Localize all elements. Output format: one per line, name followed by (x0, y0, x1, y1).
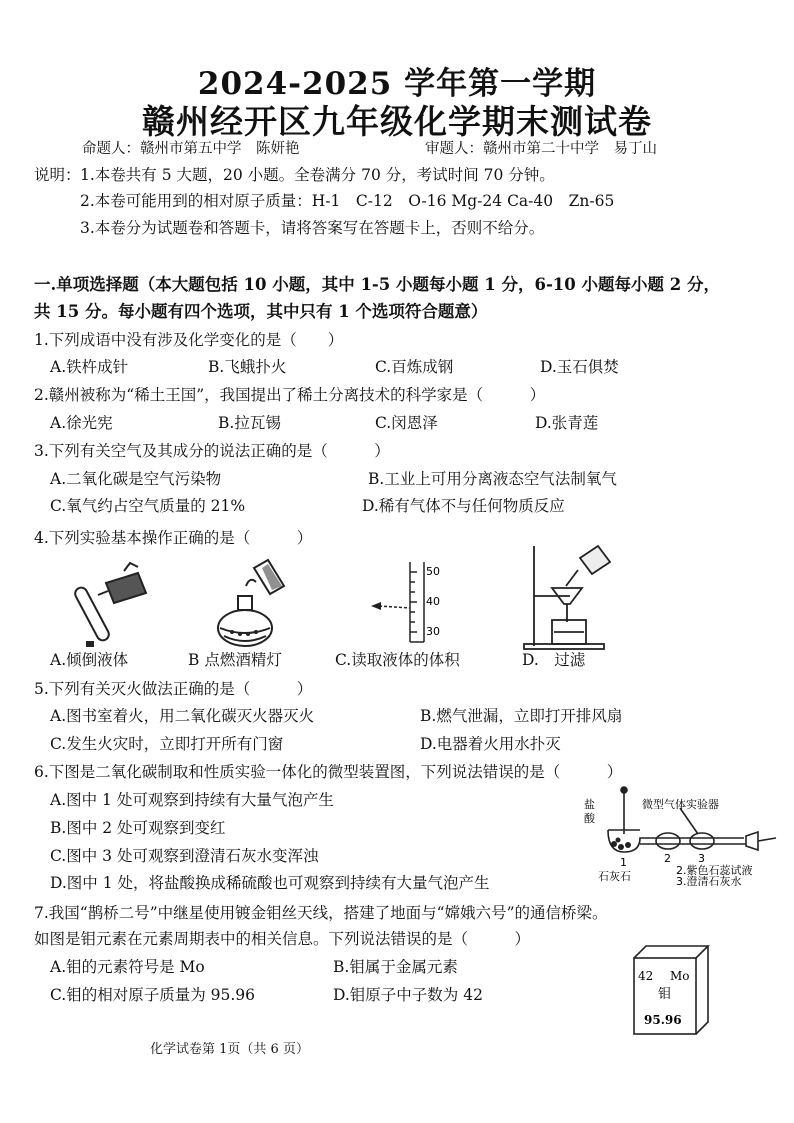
question-6-option-d: D.图中 1 处，将盐酸换成稀硫酸也可观察到持续有大量气泡产生 (50, 874, 490, 892)
question-5-option-b: B.燃气泄漏，立即打开排风扇 (420, 707, 623, 725)
question-4-option-b: B 点燃酒精灯 (188, 651, 282, 669)
title-line-1: 2024-2025 学年第一学期 (197, 66, 597, 102)
question-5-option-d: D.电器着火用水扑灭 (420, 735, 561, 753)
element-symbol: Mo (670, 969, 690, 983)
author-line: 命题人：赣州市第五中学 陈妍艳 (82, 141, 300, 157)
element-number: 42 (638, 969, 654, 983)
question-7-option-d: D.钼原子中子数为 42 (333, 986, 483, 1004)
acid-label-1: 盐 (584, 798, 595, 811)
question-6-option-b: B.图中 2 处可观察到变红 (50, 819, 226, 837)
filtration-figure (520, 540, 620, 652)
question-5-option-a: A.图书室着火，用二氧化碳灭火器灭火 (50, 707, 315, 725)
question-4-stem: 4.下列实验基本操作正确的是（ ） (34, 529, 313, 547)
question-5-option-c: C.发生火灾时，立即打开所有门窗 (50, 735, 284, 753)
instruction-1: 1.本卷共有 5 大题，20 小题。全卷满分 70 分，考试时间 70 分钟。 (80, 166, 555, 184)
graduated-cylinder-figure (365, 558, 455, 648)
device-marker-3: 3 (698, 852, 705, 865)
question-4-option-d: D. 过滤 (522, 651, 586, 669)
question-3-option-b: B.工业上可用分离液态空气法制氧气 (368, 470, 617, 488)
acid-label-2: 酸 (584, 812, 595, 825)
litmus-label: 2.紫色石蕊试液 (676, 864, 753, 877)
question-3-option-d: D.稀有气体不与任何物质反应 (362, 497, 565, 515)
question-7-stem-2: 如图是钼元素在元素周期表中的相关信息。下列说法错误的是（ ） (34, 930, 531, 948)
question-2-option-a: A.徐光宪 (50, 414, 113, 432)
device-marker-2: 2 (664, 852, 671, 865)
instruction-3: 3.本卷分为试题卷和答题卡，请将答案写在答题卡上，否则不给分。 (80, 219, 545, 237)
instruction-2: 2.本卷可能用到的相对原子质量：H-1 C-12 O-16 Mg-24 Ca-40 Zn-65 (80, 192, 615, 210)
question-2-option-d: D.张青莲 (535, 414, 599, 432)
question-1-stem: 1.下列成语中没有涉及化学变化的是（ ） (34, 331, 344, 349)
question-7-option-a: A.钼的元素符号是 Mo (50, 958, 205, 976)
question-6-option-c: C.图中 3 处可观察到澄清石灰水变浑浊 (50, 847, 319, 865)
element-mass: 95.96 (644, 1013, 682, 1027)
question-7-stem: 7.我国“鹊桥二号”中继星使用镀金钼丝天线，搭建了地面与“嫦娥六号”的通信桥梁。 (34, 904, 608, 922)
question-1-option-c: C.百炼成钢 (375, 358, 454, 376)
section-heading-2: 共 15 分。每小题有四个选项，其中只有 1 个选项符合题意） (34, 302, 488, 321)
cylinder-tick-30: 30 (426, 625, 440, 638)
question-2-option-c: C.闵恩泽 (375, 414, 438, 432)
question-2-stem: 2.赣州被称为“稀土王国”，我国提出了稀土分离技术的科学家是（ ） (34, 386, 546, 404)
question-5-stem: 5.下列有关灭火做法正确的是（ ） (34, 680, 313, 698)
device-marker-1: 1 (620, 856, 627, 869)
device-label: 微型气体实验器 (642, 798, 719, 811)
question-4-option-c: C.读取液体的体积 (335, 651, 460, 669)
reviewer-line: 审题人：赣州市第二十中学 易丁山 (425, 141, 657, 157)
question-3-option-c: C.氧气约占空气质量的 21% (50, 497, 246, 515)
question-3-stem: 3.下列有关空气及其成分的说法正确的是（ ） (34, 442, 390, 460)
molybdenum-element-card (630, 944, 710, 1038)
limewater-label: 3.澄清石灰水 (676, 875, 742, 886)
question-3-option-a: A.二氧化碳是空气污染物 (50, 470, 222, 488)
question-4-option-a: A.倾倒液体 (50, 651, 129, 669)
page-footer: 化学试卷第 1页（共 6 页） (150, 1042, 309, 1057)
micro-gas-device-figure (580, 786, 780, 886)
question-7-option-c: C.钼的相对原子质量为 95.96 (50, 986, 256, 1004)
cylinder-tick-50: 50 (426, 565, 440, 578)
alcohol-lamp-figure (210, 556, 290, 656)
element-name: 钼 (658, 987, 672, 1002)
question-6-option-a: A.图中 1 处可观察到持续有大量气泡产生 (50, 791, 334, 809)
title-line-2: 赣州经开区九年级化学期末测试卷 (142, 102, 652, 141)
question-1-option-d: D.玉石俱焚 (540, 358, 619, 376)
question-1-option-b: B.飞蛾扑火 (208, 358, 287, 376)
section-heading-1: 一.单项选择题（本大题包括 10 小题，其中 1-5 小题每小题 1 分，6-10 小题每小题 2 分， (34, 275, 720, 294)
question-6-stem: 6.下图是二氧化碳制取和性质实验一体化的微型装置图，下列说法错误的是（ ） (34, 763, 623, 781)
cylinder-tick-40: 40 (426, 595, 440, 608)
limestone-label: 石灰石 (598, 870, 631, 883)
question-1-option-a: A.铁杵成针 (50, 358, 129, 376)
question-7-option-b: B.钼属于金属元素 (333, 958, 458, 976)
pouring-liquid-figure (68, 555, 163, 650)
question-2-option-b: B.拉瓦锡 (218, 414, 281, 432)
instructions-label: 说明： (34, 166, 81, 184)
